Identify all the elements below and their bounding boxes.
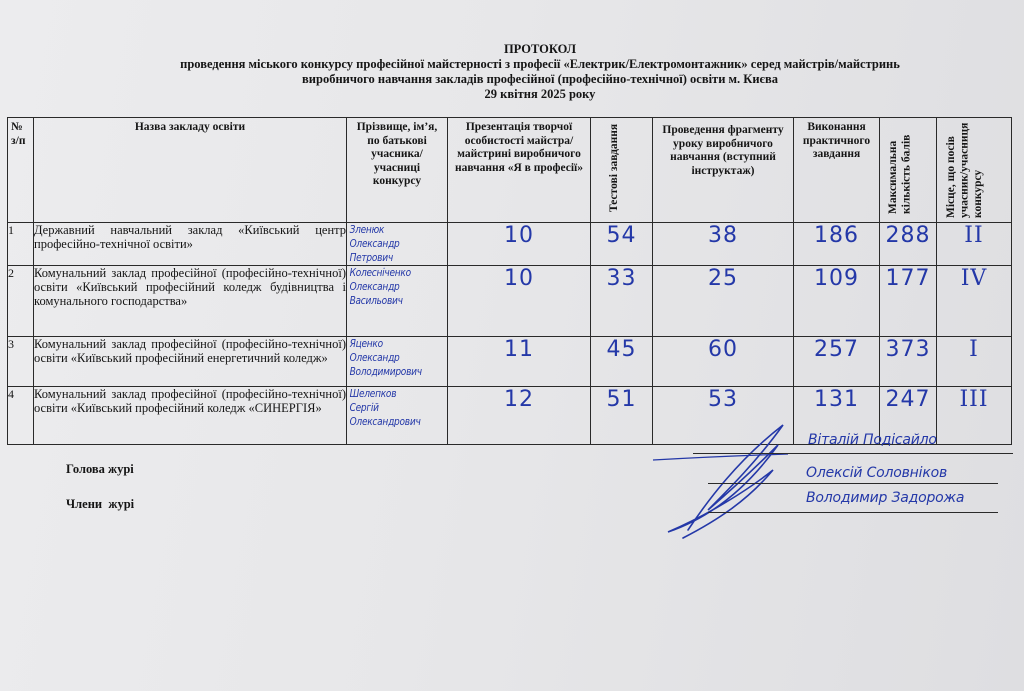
presentation-score: 12 — [448, 387, 591, 445]
participant-name-handwritten: Яценко Олександр Володимирович — [347, 337, 448, 387]
institution-name: Державний навчальний заклад «Київський центр професійно-технічної освіти» — [34, 223, 347, 266]
institution-name: Комунальний заклад професійної (професійно-технічної) освіти «Київський професійний коледж будівництва і комунального господарства» — [34, 266, 347, 337]
practical-score: 109 — [794, 266, 880, 337]
place: III — [937, 387, 1012, 445]
results-table — [7, 117, 1012, 445]
max-score: 373 — [880, 337, 937, 387]
header-institution: Назва закладу освіти — [34, 118, 347, 223]
institution-name: Комунальний заклад професійної (професійно-технічної) освіти «Київський професійний коледж «СИНЕРГІЯ» — [34, 387, 347, 445]
presentation-score: 10 — [448, 266, 591, 337]
table-header-row — [8, 118, 1012, 223]
signature-head: Віталій Подісайло — [808, 432, 937, 448]
jury-signatures — [648, 420, 1018, 540]
place: I — [937, 337, 1012, 387]
title-contest: проведення міського конкурсу професійної майстерності з професії «Електрик/Електромонтажник» серед майстрів/майстринь — [180, 57, 900, 71]
lesson-score: 53 — [653, 387, 794, 445]
tests-score: 33 — [591, 266, 653, 337]
document-title — [60, 42, 1020, 102]
header-num: № з/п — [8, 118, 34, 223]
table-row — [8, 266, 1012, 337]
tests-score: 45 — [591, 337, 653, 387]
table-row — [8, 337, 1012, 387]
row-number: 1 — [8, 223, 34, 266]
header-presentation: Презентація творчої особистості майстра/майстрині виробничого навчання «Я в професії» — [448, 118, 591, 223]
header-tests: Тестові завдання — [591, 118, 653, 223]
row-number: 4 — [8, 387, 34, 445]
participant-name-handwritten: Колесніченко Олександр Васильович — [347, 266, 448, 337]
practical-score: 257 — [794, 337, 880, 387]
practical-score: 131 — [794, 387, 880, 445]
header-lesson: Проведення фрагменту уроку виробничого навчання (вступний інструктаж) — [653, 118, 794, 223]
jury-members-label: Члени журі — [66, 497, 135, 511]
row-number: 2 — [8, 266, 34, 337]
lesson-score: 25 — [653, 266, 794, 337]
place: II — [937, 223, 1012, 266]
header-name: Прізвище, ім’я, по батькові учасника/учасниці конкурсу — [347, 118, 448, 223]
title-protocol: ПРОТОКОЛ — [503, 42, 577, 56]
tests-score: 51 — [591, 387, 653, 445]
participant-name-handwritten: Зленюк Олександр Петрович — [347, 223, 448, 266]
header-practical: Виконання практичного завдання — [794, 118, 880, 223]
row-number: 3 — [8, 337, 34, 387]
max-score: 288 — [880, 223, 937, 266]
tests-score: 54 — [591, 223, 653, 266]
practical-score: 186 — [794, 223, 880, 266]
title-date: 29 квітня 2025 року — [484, 87, 596, 101]
institution-name: Комунальний заклад професійної (професійно-технічної) освіти «Київський професійний енергетичний коледж» — [34, 337, 347, 387]
participant-name-handwritten: Шелепков Сергій Олександрович — [347, 387, 448, 445]
presentation-score: 10 — [448, 223, 591, 266]
signature-member-1: Олексій Соловніков — [806, 465, 947, 481]
max-score: 247 — [880, 387, 937, 445]
jury-head-label: Голова журі — [66, 462, 134, 476]
lesson-score: 60 — [653, 337, 794, 387]
header-max: Максимальна кількість балів — [880, 118, 937, 223]
presentation-score: 11 — [448, 337, 591, 387]
table-row — [8, 223, 1012, 266]
place: IV — [937, 266, 1012, 337]
max-score: 177 — [880, 266, 937, 337]
signature-member-2: Володимир Задорожа — [806, 490, 965, 506]
lesson-score: 38 — [653, 223, 794, 266]
title-institutions: виробничого навчання закладів професійної (професійно-технічної) освіти м. Києва — [302, 72, 778, 86]
header-place: Місце, що посів учасник/учасниця конкурсу — [937, 118, 1012, 223]
signature-scribble-icon — [648, 420, 798, 540]
